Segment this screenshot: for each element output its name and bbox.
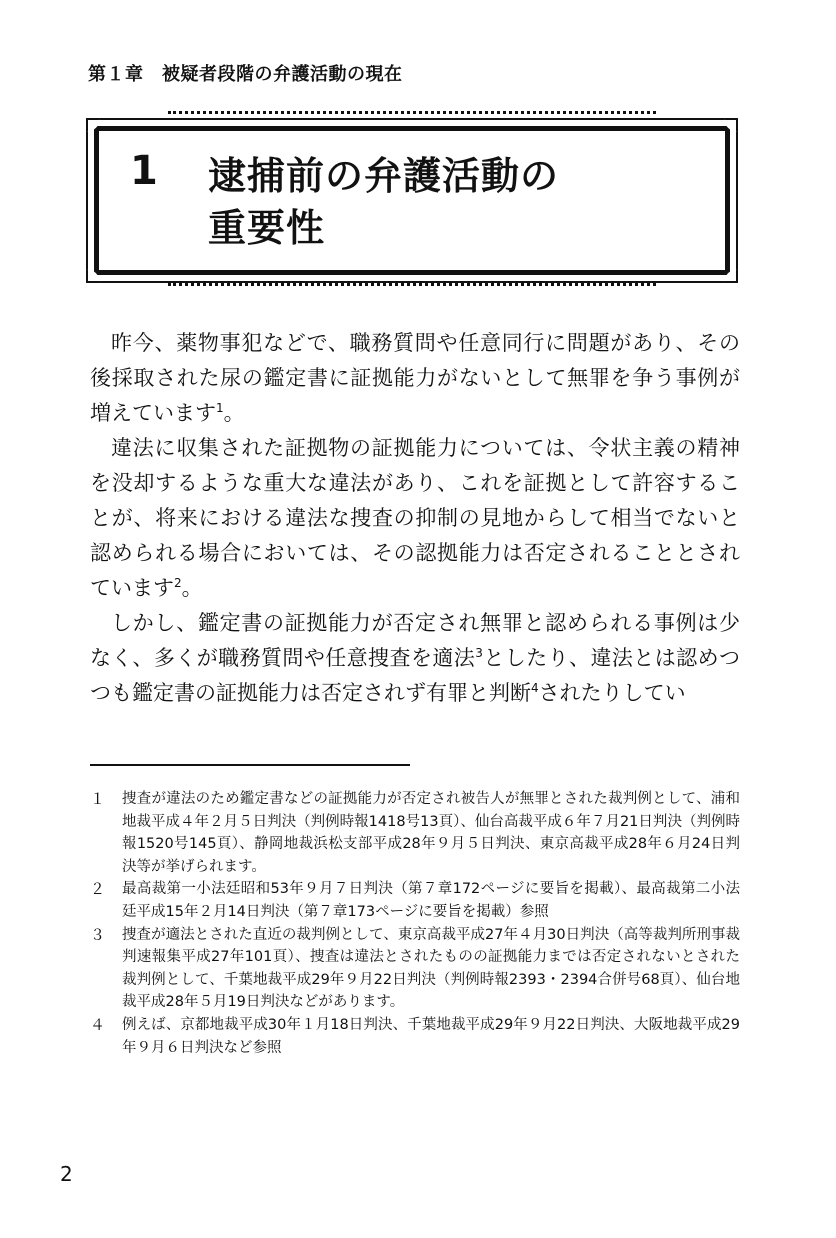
text-run: 。 [181, 576, 203, 600]
footnote-number: ４ [90, 1015, 106, 1034]
footnote-number: ２ [90, 880, 106, 899]
footnote-number: ３ [90, 925, 106, 944]
footnote-ref: 4 [531, 681, 539, 695]
text-run: しかし、鑑定書の証拠能力が否定され無罪と認められる事例は少なく、多くが職務質問や任意捜査を適法 [90, 611, 740, 670]
body-text [90, 326, 740, 711]
section-title-line: 重要性 [208, 206, 326, 250]
footnote-text: 例えば、京都地裁平成30年１月18日判決、千葉地裁平成29年９月22日判決、大阪地裁平成29年９月６日判決など参照 [122, 1016, 740, 1056]
text-run: されたりしてい [538, 681, 686, 705]
paragraph [90, 326, 740, 431]
paragraph [90, 606, 740, 711]
footnote-number: １ [90, 790, 106, 808]
footnote-text: 捜査が違法のため鑑定書などの証拠能力が否定され被告人が無罪とされた裁判例として、浦和地裁平成４年２月５日判決（判例時報1418号13頁）、仙台高裁平成６年７月21日判決（判例時報1520号145頁）、静岡地裁浜松支部平成28年９月５日判決、東京高裁平成28年６月24日判決等が挙げられます。 [122, 791, 740, 875]
paragraph [90, 431, 740, 606]
frame-dotted-ornament [168, 111, 656, 118]
footnote [90, 1014, 740, 1059]
footnote [90, 924, 740, 1014]
footnote-ref: 3 [475, 646, 483, 660]
text-run: 昨今、薬物事犯などで、職務質問や任意同行に問題があり、その後採取された尿の鑑定書に証拠能力がないとして無罪を争う事例が増えています [90, 331, 740, 425]
frame-dotted-ornament [168, 283, 656, 290]
chapter-header: 第１章 被疑者段階の弁護活動の現在 [88, 64, 403, 85]
footnote-divider [90, 764, 410, 766]
text-run: としたり、違法とは認めつつも鑑定書の証拠能力は否定されず有罪と判断 [90, 646, 740, 705]
footnote-ref: 2 [174, 576, 182, 590]
text-run: 。 [223, 401, 245, 425]
text-run: 違法に収集された証拠物の証拠能力については、令状主義の精神を没却するような重大な違法があり、これを証拠として許容することが、将来における違法な捜査の抑制の見地からして相当でないと認められる場合においては、その認拠能力は否定されることとされています [90, 436, 740, 600]
footnote [90, 788, 740, 878]
footnote [90, 878, 740, 923]
page-number: 2 [60, 1162, 73, 1186]
footnotes [90, 788, 740, 1059]
section-number: 1 [130, 148, 158, 194]
section-title [208, 150, 708, 254]
footnote-ref: 1 [216, 401, 224, 415]
section-title-line: 逮捕前の弁護活動の [208, 154, 560, 198]
footnote-text: 最高裁第一小法廷昭和53年９月７日判決（第７章172ページに要旨を掲載）、最高裁第二小法廷平成15年２月14日判決（第７章173ページに要旨を掲載）参照 [122, 881, 740, 920]
footnote-text: 捜査が適法とされた直近の裁判例として、東京高裁平成27年４月30日判決（高等裁判所刑事裁判速報集平成27年101頁）、捜査は違法とされたものの証拠能力までは否定されないとされた裁判例として、千葉地裁平成29年９月22日判決（判例時報2393・2394合併号68頁）、仙台地裁平成28年５月19日判決などがあります。 [122, 926, 740, 1011]
